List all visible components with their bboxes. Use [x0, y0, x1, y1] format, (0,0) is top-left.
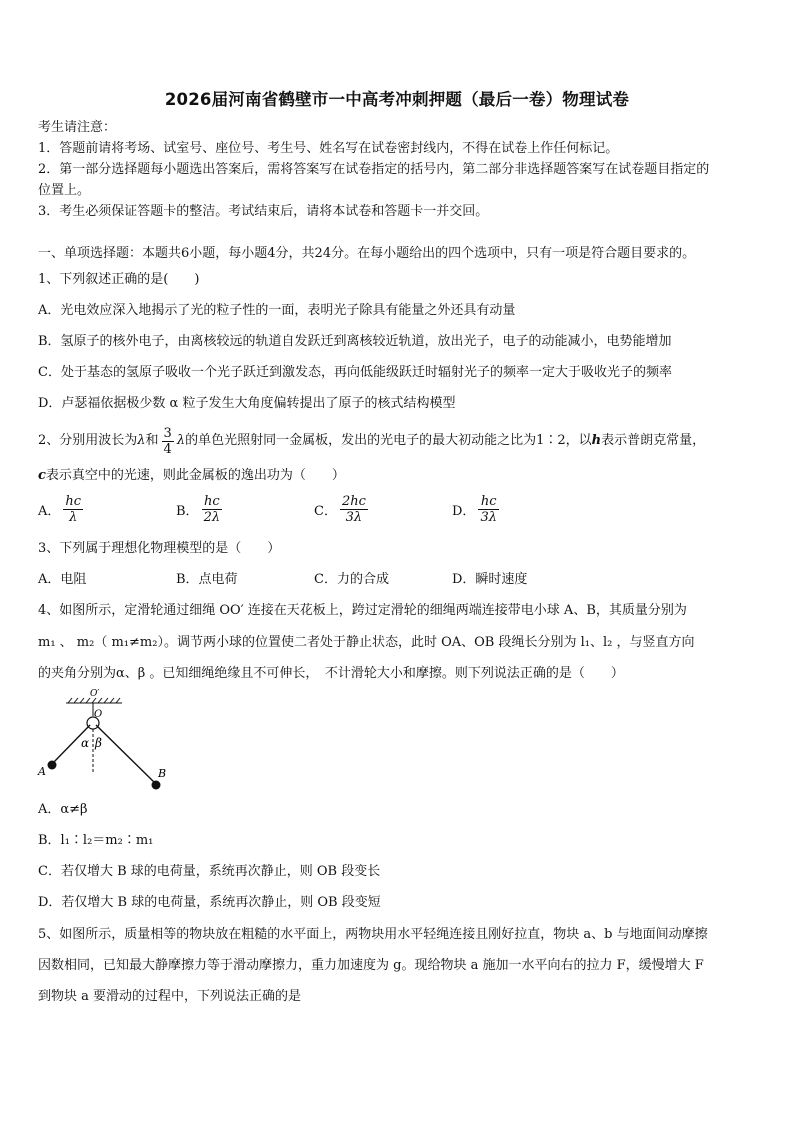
- q2-option-c: [314, 494, 371, 525]
- rope-ob: [96, 725, 156, 784]
- q2-fraction-den: 4: [163, 441, 172, 457]
- label-o-prime: O′: [90, 689, 100, 699]
- q2-text-1: 2、分别用波长为: [38, 433, 138, 448]
- q2-option-a-den: λ: [69, 510, 78, 525]
- q5-stem-line3: 到物块 a 要滑动的过程中，下列说法正确的是: [38, 989, 302, 1004]
- q2-option-d-num: hc: [478, 494, 499, 510]
- q2-option-a-frac: [63, 494, 83, 525]
- q1-option-a: A．光电效应深入地揭示了光的粒子性的一面，表明光子除具有能量之外还具有动量: [38, 303, 516, 318]
- q2-option-d-den: 3λ: [480, 510, 497, 525]
- q1-stem: 1、下列叙述正确的是( ): [38, 272, 200, 287]
- q2-option-d: [452, 494, 502, 525]
- notice-item-1: 1．答题前请将考场、试室号、座位号、考生号、姓名写在试卷密封线内，不得在试卷上作任何标记。: [38, 141, 619, 156]
- q2-lambda-2: λ: [176, 433, 186, 448]
- q2-option-b-frac: [202, 494, 223, 525]
- q1-option-b: B．氢原子的核外电子，由离核较远的轨道自发跃迁到离核较近轨道，放出光子，电子的动能减小，电势能增加: [38, 334, 672, 349]
- q2-text-3: 表示普朗克常量，: [601, 433, 706, 448]
- label-b: B: [158, 767, 167, 780]
- label-beta: β: [95, 736, 102, 750]
- q2-option-b-num: hc: [202, 494, 223, 510]
- q3-option-b: B．点电荷: [176, 572, 238, 587]
- q2-option-a: [38, 494, 86, 525]
- q2-option-a-num: hc: [65, 494, 82, 509]
- notice-item-3: 3．考生必须保证答题卡的整洁。考试结束后，请将本试卷和答题卡一并交回。: [38, 204, 489, 219]
- ball-b: [152, 781, 161, 790]
- q5-stem-line1: 5、如图所示，质量相等的物块放在粗糙的水平面上，两物块用水平轻绳连接且刚好拉直，物块 a、b 与地面间动摩擦: [38, 927, 708, 942]
- notice-item-2-cont: 位置上。: [38, 183, 91, 198]
- q2-fraction: [162, 426, 174, 457]
- q2-option-b-den: 2λ: [203, 510, 221, 525]
- label-alpha: α: [81, 736, 90, 750]
- q2-lambda: λ: [137, 433, 146, 448]
- q4-stem-line2: m₁ 、 m₂（ m₁≠m₂）。调节两小球的位置使二者处于静止状态，此时 OA、OB 段绳长分别为 l₁、l₂ ，与竖直方向: [38, 635, 695, 650]
- q4-option-a: A．α≠β: [38, 802, 88, 817]
- q4-stem-line1: 4、如图所示，定滑轮通过细绳 OO′ 连接在天花板上，跨过定滑轮的细绳两端连接带电小球 A、B，其质量分别为: [38, 603, 687, 618]
- q2-text-2: 的单色光照射同一金属板，发出的光电子的最大初动能之比为1∶2，以: [185, 433, 592, 448]
- q2-fraction-num: 3: [163, 425, 172, 441]
- q2-option-b-label: B．: [176, 504, 199, 519]
- q2-option-c-label: C．: [314, 504, 337, 519]
- q2-option-c-num: 2hc: [341, 494, 366, 509]
- pulley-diagram: [30, 685, 180, 795]
- q3-option-a: A．电阻: [38, 572, 87, 587]
- ball-a: [48, 761, 57, 770]
- q3-option-d: D．瞬时速度: [452, 572, 528, 587]
- q2-option-d-label: D．: [452, 504, 476, 519]
- q2-stem-line2: [38, 467, 345, 485]
- q4-stem-line3: 的夹角分别为α、β 。已知细绳绝缘且不可伸长， 不计滑轮大小和摩擦。则下列说法正确的是（ ）: [38, 666, 624, 681]
- q4-option-b: B．l₁∶l₂＝m₂∶m₁: [38, 833, 154, 848]
- q2-option-c-frac: [340, 494, 368, 525]
- q4-option-c: C．若仅增大 B 球的电荷量，系统再次静止，则 OB 段变长: [38, 864, 381, 879]
- q2-stem-line1: [38, 424, 705, 458]
- q2-c: c: [38, 468, 46, 483]
- q1-option-d: D．卢瑟福依据极少数 α 粒子发生大角度偏转提出了原子的核式结构模型: [38, 396, 456, 411]
- notice-header: 考生请注意：: [38, 120, 117, 135]
- q2-option-a-label: A．: [38, 504, 61, 519]
- q2-and: 和: [145, 433, 159, 448]
- label-o: O: [94, 709, 103, 720]
- q2-line2-text: 表示真空中的光速，则此金属板的逸出功为（ ）: [45, 468, 345, 483]
- q2-option-c-den: 3λ: [345, 510, 363, 525]
- section-heading: 一、单项选择题：本题共6小题，每小题4分，共24分。在每小题给出的四个选项中，只有一项是符合题目要求的。: [38, 246, 696, 261]
- q3-stem: 3、下列属于理想化物理模型的是（ ）: [38, 541, 281, 556]
- q3-option-c: C．力的合成: [314, 572, 389, 587]
- q2-h: h: [591, 433, 602, 448]
- page-title: 2026届河南省鹤壁市一中高考冲刺押题（最后一卷）物理试卷: [164, 90, 630, 109]
- q2-option-d-frac: [478, 494, 499, 525]
- q4-option-d: D．若仅增大 B 球的电荷量，系统再次静止，则 OB 段变短: [38, 895, 381, 910]
- label-a: A: [38, 765, 46, 778]
- q2-option-b: [176, 494, 225, 525]
- notice-item-2: 2．第一部分选择题每小题选出答案后，需将答案写在试卷指定的括号内，第二部分非选择题答案写在试卷题目指定的: [38, 162, 710, 177]
- q1-option-c: C．处于基态的氢原子吸收一个光子跃迁到激发态，再向低能级跃迁时辐射光子的频率一定大于吸收光子的频率: [38, 365, 672, 380]
- q5-stem-line2: 因数相同，已知最大静摩擦力等于滑动摩擦力，重力加速度为 g。现给物块 a 施加一水平向右的拉力 F，缓慢增大 F: [38, 958, 704, 973]
